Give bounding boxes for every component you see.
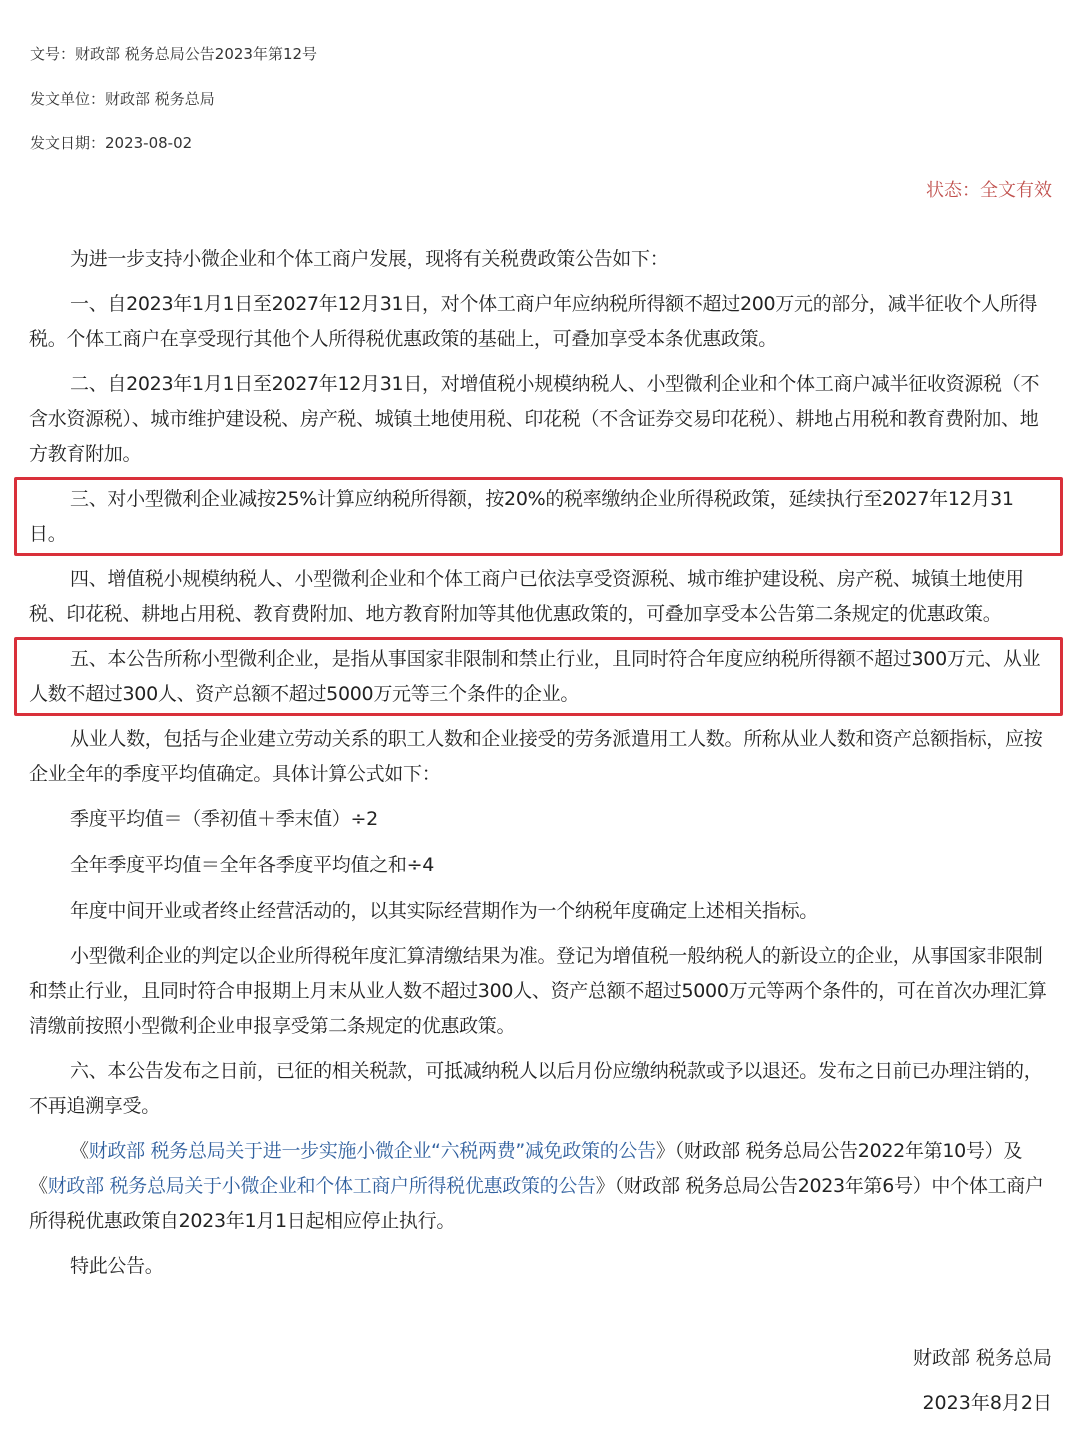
ref-open: 《 [70, 1140, 89, 1162]
formula-quarter: 季度平均值＝（季初值＋季末值）÷2 [70, 808, 378, 830]
item-2: 二、自2023年1月1日至2027年12月31日，对增值税小规模纳税人、小型微利企业和个体工商户减半征收资源税（不含水资源税）、城市维护建设税、房产税、城镇土地使用税、印花税（不含证券交易印花税）、耕地占用税和教育费附加、地方教育附加。 [29, 373, 1040, 465]
ref-middle: 》（财政部 税务总局公告2022年第10号）及《 [29, 1140, 1023, 1197]
reference-link-1[interactable]: 财政部 税务总局关于进一步实施小微企业“六税两费”减免政策的公告 [88, 1140, 656, 1162]
signature-date: 2023年8月2日 [922, 1392, 1052, 1414]
issue-date: 发文日期：2023-08-02 [30, 134, 193, 152]
references-paragraph [29, 1134, 1051, 1239]
document-body [29, 242, 1051, 1294]
signature-issuer: 财政部 税务总局 [912, 1347, 1052, 1369]
employees-paragraph: 从业人数，包括与企业建立劳动关系的职工人数和企业接受的劳务派遣用工人数。所称从业人数和资产总额指标，应按企业全年的季度平均值确定。具体计算公式如下： [29, 728, 1043, 785]
midyear-paragraph: 年度中间开业或者终止经营活动的，以其实际经营期作为一个纳税年度确定上述相关指标。 [70, 900, 819, 922]
item-1: 一、自2023年1月1日至2027年12月31日，对个体工商户年应纳税所得额不超过200万元的部分，减半征收个人所得税。个体工商户在享受现行其他个人所得税优惠政策的基础上，可叠加享受本条优惠政策。 [29, 293, 1038, 350]
item-6: 六、本公告发布之日前，已征的相关税款，可抵减纳税人以后月份应缴纳税款或予以退还。发布之日前已办理注销的，不再追溯享受。 [29, 1060, 1043, 1117]
issuer-line: 发文单位：财政部 税务总局 [30, 90, 215, 108]
status-value: 全文有效 [980, 180, 1052, 201]
doc-number: 文号：财政部 税务总局公告2023年第12号 [30, 45, 318, 63]
item-3-highlighted: 三、对小型微利企业减按25%计算应纳税所得额，按20%的税率缴纳企业所得税政策，延续执行至2027年12月31日。 [29, 482, 1051, 552]
status-badge [926, 176, 1052, 202]
ref-tail: 》（财政部 税务总局公告2023年第6号）中个体工商户所得税优惠政策自2023年1月1日起相应停止执行。 [29, 1175, 1044, 1232]
closing-line: 特此公告。 [70, 1255, 164, 1277]
determination-paragraph: 小型微利企业的判定以企业所得税年度汇算清缴结果为准。登记为增值税一般纳税人的新设立的企业，从事国家非限制和禁止行业，且同时符合申报期上月末从业人数不超过300人、资产总额不超过5000万元等两个条件的，可在首次办理汇算清缴前按照小型微利企业申报享受第二条规定的优惠政策。 [29, 945, 1047, 1037]
item-4: 四、增值税小规模纳税人、小型微利企业和个体工商户已依法享受资源税、城市维护建设税、房产税、城镇土地使用税、印花税、耕地占用税、教育费附加、地方教育附加等其他优惠政策的，可叠加享受本公告第二条规定的优惠政策。 [29, 568, 1024, 625]
reference-link-2[interactable]: 财政部 税务总局关于小微企业和个体工商户所得税优惠政策的公告 [47, 1175, 596, 1197]
status-label: 状态： [926, 180, 980, 201]
intro-paragraph: 为进一步支持小微企业和个体工商户发展，现将有关税费政策公告如下： [70, 248, 669, 270]
item-5-highlighted: 五、本公告所称小型微利企业，是指从事国家非限制和禁止行业，且同时符合年度应纳税所得额不超过300万元、从业人数不超过300人、资产总额不超过5000万元等三个条件的企业。 [29, 642, 1051, 712]
formula-annual: 全年季度平均值＝全年各季度平均值之和÷4 [70, 854, 435, 876]
